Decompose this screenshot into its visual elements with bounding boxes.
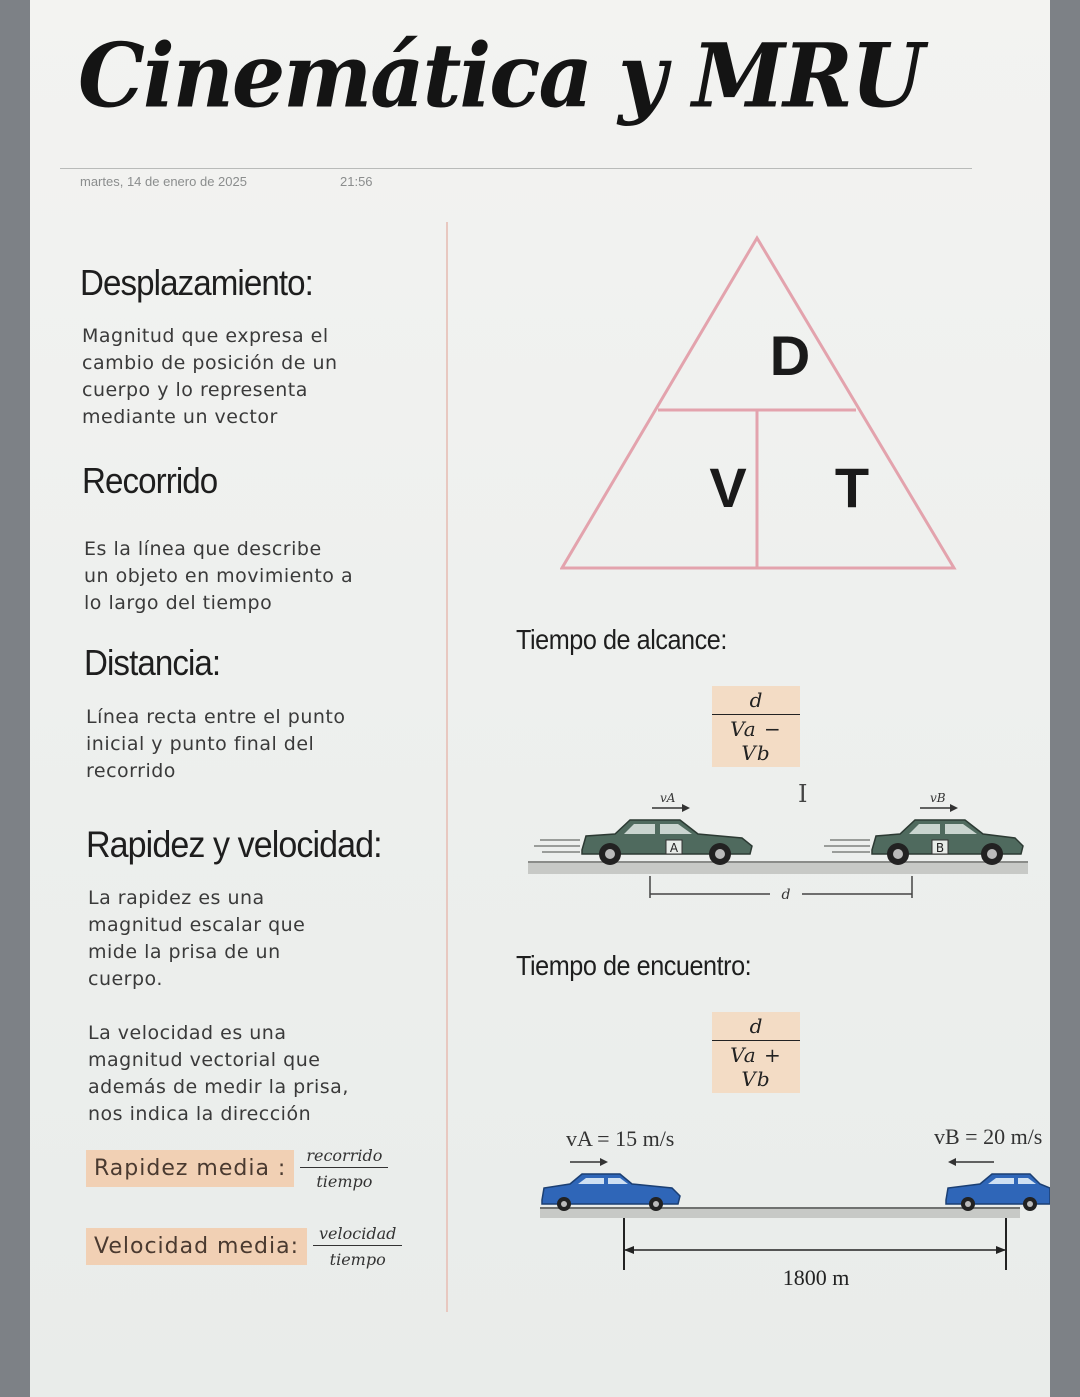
motion-lines-b [824,840,870,852]
title-underline [60,168,972,169]
vb-speed-label: vB = 20 m/s [934,1124,1043,1149]
fraction-numerator: recorrido [300,1146,388,1168]
formula-tiempo-alcance [712,686,800,767]
motion-lines-a [534,840,580,852]
triangle-label-d: D [769,324,811,387]
rapidez-media-label: Rapidez media : [86,1150,294,1187]
triangle-label-v: V [709,456,747,519]
text-desplazamiento: Magnitud que expresa el cambio de posición de un cuerpo y lo representa mediante un vector [82,325,338,428]
vb-arrow-head [948,1158,956,1166]
velocidad-media-fraction [313,1224,402,1269]
formula-tiempo-encuentro [712,1012,800,1093]
car-b-blue [946,1174,1050,1211]
text-rapidez: La rapidez es una magnitud escalar que mide la prisa de un cuerpo. [88,887,306,990]
car-b-label: B [935,841,945,855]
road [528,862,1028,874]
car-a-blue [542,1174,680,1211]
distance-label: 1800 m [782,1265,850,1290]
va-arrow-head [682,804,690,812]
vb-arrow-head [950,804,958,812]
car-b [872,820,1023,865]
d-label: d [781,887,791,903]
text-cursor-icon: I [798,780,808,808]
page-date: martes, 14 de enero de 2025 [80,174,247,189]
fraction-denominator: Va + Vb [712,1041,800,1093]
fraction-numerator: d [712,1012,800,1041]
vb-label: vB [930,791,946,805]
dvt-triangle [560,232,960,577]
notebook-page [30,0,1050,1397]
text-distancia: Línea recta entre el punto inicial y punto final del recorrido [86,706,346,782]
encuentro-diagram [520,1120,1050,1300]
heading-tiempo-alcance: Tiempo de alcance: [516,624,727,655]
heading-desplazamiento: Desplazamiento: [80,262,313,303]
va-arrow-head [600,1158,608,1166]
heading-tiempo-encuentro: Tiempo de encuentro: [516,950,752,981]
heading-rapidez-velocidad: Rapidez y velocidad: [86,824,382,865]
column-divider [446,222,448,1312]
page-time: 21:56 [340,174,373,189]
dist-arrow-left [624,1246,634,1254]
va-label: vA [660,791,676,805]
fraction-numerator: d [712,686,800,715]
car-a [582,820,752,865]
car-a-label: A [669,841,679,855]
text-recorrido: Es la línea que describe un objeto en movimiento a lo largo del tiempo [84,538,354,614]
formula-rapidez-media [86,1146,388,1191]
heading-distancia: Distancia: [84,642,221,683]
alcance-diagram [520,780,1040,910]
fraction-numerator: velocidad [313,1224,402,1246]
va-speed-label: vA = 15 m/s [566,1126,675,1151]
formula-velocidad-media [86,1224,402,1269]
fraction-denominator: tiempo [329,1250,386,1269]
heading-recorrido: Recorrido [82,460,218,501]
text-velocidad: La velocidad es una magnitud vectorial que además de medir la prisa, nos indica la dirección [88,1022,349,1125]
fraction-denominator: tiempo [316,1172,373,1191]
velocidad-media-label: Velocidad media: [86,1228,307,1265]
rapidez-media-fraction [300,1146,388,1191]
dist-arrow-right [996,1246,1006,1254]
triangle-label-t: T [834,456,870,519]
page-title: Cinemática y MRU [78,23,923,128]
road [540,1208,1020,1218]
fraction-denominator: Va − Vb [712,715,800,767]
